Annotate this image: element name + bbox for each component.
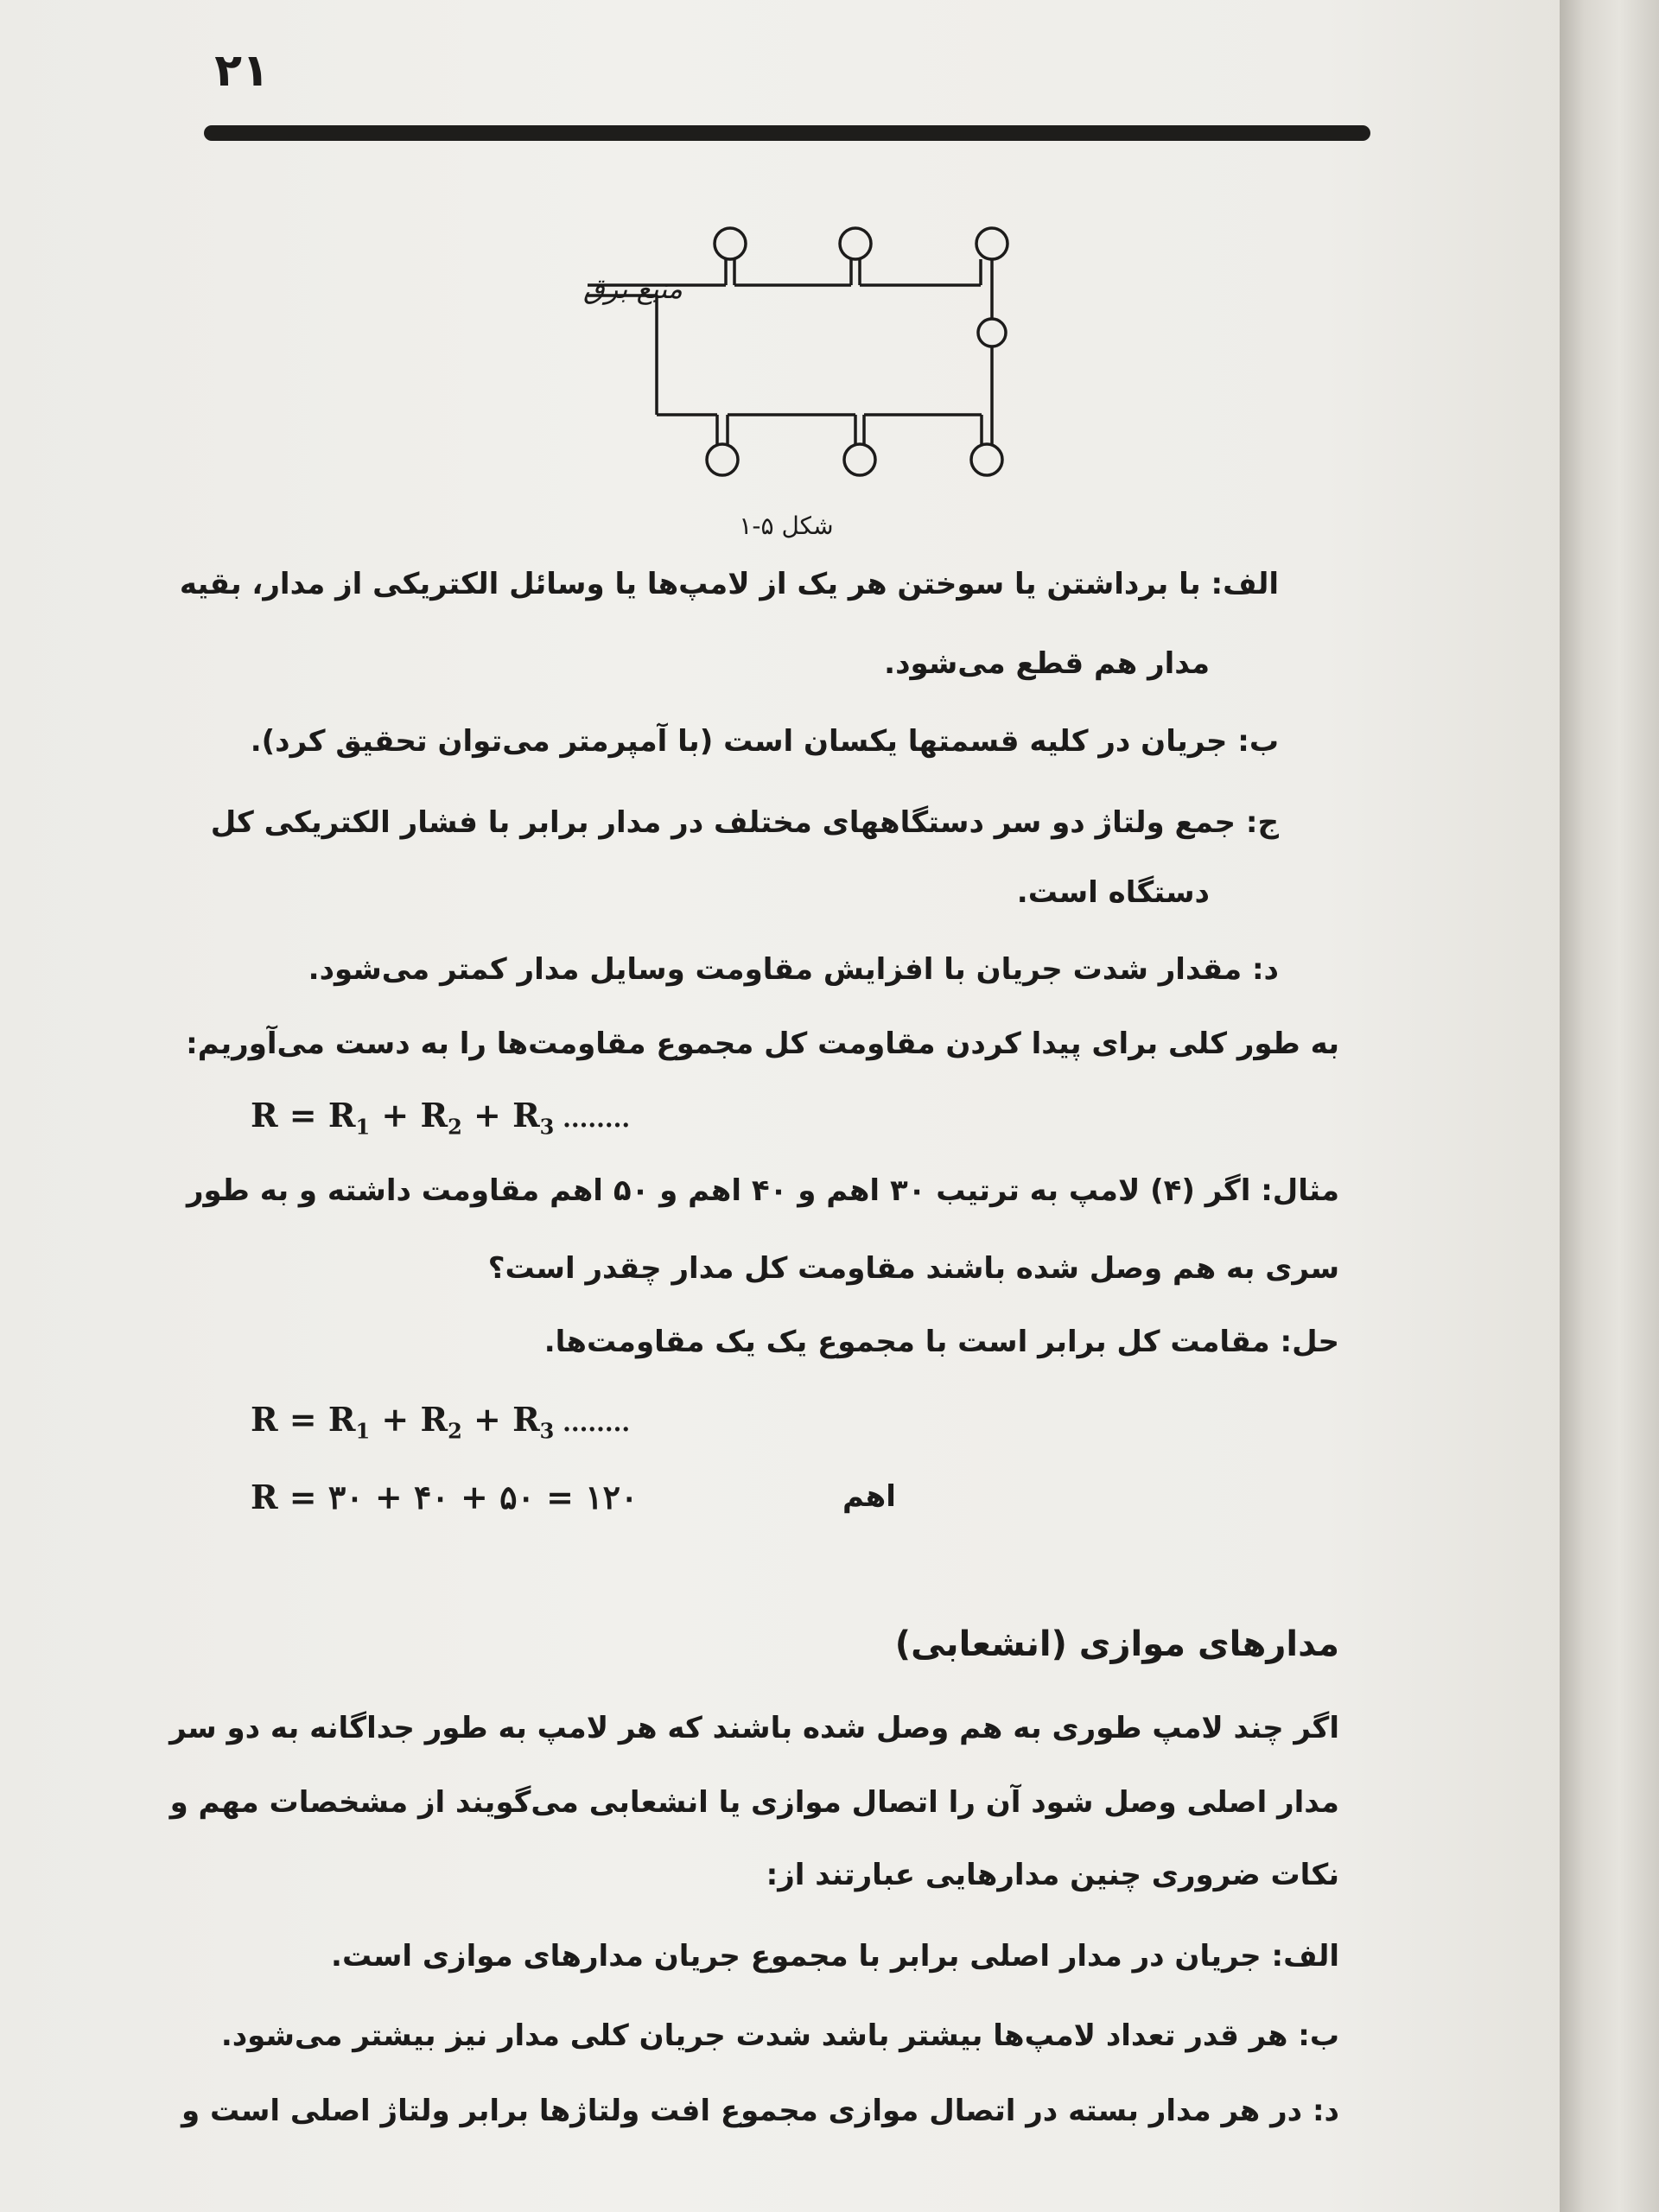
book-gutter: [1560, 0, 1659, 2212]
lamp-icon: [840, 228, 871, 285]
series-item-be: ب: جریان در کلیه قسمتها یکسان است (با آمپرمتر می‌توان تحقیق کرد).: [250, 724, 1279, 759]
general-rule: به طور کلی برای پیدا کردن مقاومت کل مجموع مقاومت‌ها را به دست می‌آوریم:: [186, 1027, 1339, 1061]
header-rule: [204, 125, 1370, 141]
page-number: ۲۱: [214, 45, 270, 97]
section-heading-parallel: مدارهای موازی (انشعابی): [894, 1624, 1339, 1664]
series-item-alef: الف: با برداشتن یا سوختن هر یک از لامپ‌ها یا وسائل الکتریکی از مدار، بقیه: [179, 567, 1279, 601]
parallel-item-be: ب: هر قدر تعداد لامپ‌ها بیشتر باشد شدت جریان کلی مدار نیز بیشتر می‌شود.: [220, 2018, 1339, 2053]
formula-numeric-result: R = ۳۰ + ۴۰ + ۵۰ = ۱۲۰: [251, 1478, 639, 1516]
figure-caption: شکل ۵-۱: [739, 512, 834, 540]
example-line-1: مثال: اگر (۴) لامپ به ترتیب ۳۰ اهم و ۴۰ اهم و ۵۰ اهم مقاومت داشته و به طور: [186, 1173, 1339, 1208]
lamp-icon: [715, 228, 746, 285]
unit-ohm: اهم: [842, 1479, 896, 1514]
solution-line: حل: مقامت کل برابر است با مجموع یک یک مقاومت‌ها.: [543, 1325, 1339, 1359]
series-circuit-diagram: [449, 199, 1054, 501]
series-item-dal: د: مقدار شدت جریان با افزایش مقاومت وسایل مدار کمتر می‌شود.: [308, 952, 1279, 987]
example-line-2: سری به هم وصل شده باشند مقاومت کل مدار چقدر است؟: [487, 1251, 1339, 1286]
formula-total-resistance: $R = R_1 + R_2 + R_3$ ........: [251, 1096, 631, 1140]
parallel-para-line-1: اگر چند لامپ طوری به هم وصل شده باشند که هر لامپ به طور جداگانه به دو سر: [169, 1711, 1339, 1745]
formula-total-resistance-repeat: $R = R_1 + R_2 + R_3$ ........: [251, 1400, 631, 1444]
parallel-para-line-3: نکات ضروری چنین مدارهایی عبارتند از:: [766, 1858, 1339, 1892]
lamp-icon: [978, 319, 1006, 346]
parallel-item-alef: الف: جریان در مدار اصلی برابر با مجموع جریان مدارهای موازی است.: [331, 1939, 1339, 1974]
lamp-icon: [971, 415, 1002, 475]
power-source-label: منبع برق: [583, 272, 683, 305]
lamp-icon: [707, 415, 738, 475]
series-item-jim: ج: جمع ولتاژ دو سر دستگاههای مختلف در مدار برابر با فشار الکتریکی کل: [210, 805, 1279, 840]
lamp-icon: [844, 415, 875, 475]
parallel-para-line-2: مدار اصلی وصل شود آن را اتصال موازی یا انشعابی می‌گویند از مشخصات مهم و: [169, 1785, 1339, 1820]
series-item-alef-cont: مدار هم قطع می‌شود.: [884, 646, 1210, 681]
parallel-item-dal: د: در هر مدار بسته در اتصال موازی مجموع افت ولتاژها برابر ولتاژ اصلی است و: [181, 2094, 1339, 2128]
series-item-jim-cont: دستگاه است.: [1016, 875, 1210, 910]
